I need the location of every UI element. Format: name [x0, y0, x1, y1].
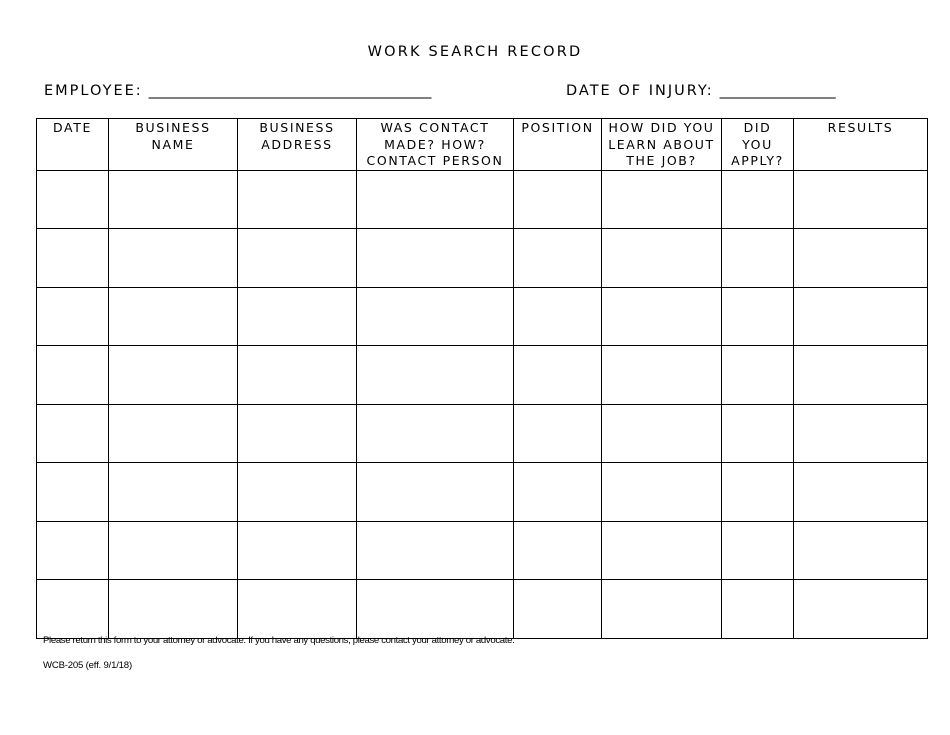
table-cell-contact[interactable]	[357, 580, 514, 639]
column-header-did-apply: DID YOU APPLY?	[722, 119, 794, 171]
table-cell-did-apply[interactable]	[722, 521, 794, 580]
table-cell-business-name[interactable]	[109, 521, 238, 580]
table-cell-how-learned[interactable]	[602, 463, 722, 522]
table-cell-date[interactable]	[37, 229, 109, 288]
column-header-business-name: BUSINESS NAME	[109, 119, 238, 171]
footnote: Please return this form to your attorney or advocate. If you have any questions, please contact your attorney or advocate.	[43, 635, 515, 646]
column-header-contact: WAS CONTACT MADE? HOW? CONTACT PERSON	[357, 119, 514, 171]
table-cell-business-name[interactable]	[109, 463, 238, 522]
table-cell-results[interactable]	[794, 346, 928, 405]
table-cell-how-learned[interactable]	[602, 229, 722, 288]
table-cell-how-learned[interactable]	[602, 521, 722, 580]
table-cell-contact[interactable]	[357, 170, 514, 229]
employee-blank-line[interactable]: _______________________________________	[148, 83, 432, 99]
table-cell-how-learned[interactable]	[602, 287, 722, 346]
form-id: WCB-205 (eff. 9/1/18)	[43, 660, 132, 671]
table-cell-business-address[interactable]	[238, 580, 357, 639]
table-cell-results[interactable]	[794, 404, 928, 463]
table-cell-did-apply[interactable]	[722, 170, 794, 229]
table-cell-date[interactable]	[37, 170, 109, 229]
table-cell-did-apply[interactable]	[722, 463, 794, 522]
table-cell-did-apply[interactable]	[722, 404, 794, 463]
table-cell-business-address[interactable]	[238, 229, 357, 288]
table-cell-position[interactable]	[514, 463, 602, 522]
table-cell-business-name[interactable]	[109, 287, 238, 346]
table-cell-business-name[interactable]	[109, 404, 238, 463]
table-cell-date[interactable]	[37, 287, 109, 346]
table-cell-date[interactable]	[37, 580, 109, 639]
employee-field	[44, 82, 431, 100]
table-cell-business-name[interactable]	[109, 229, 238, 288]
table-cell-how-learned[interactable]	[602, 170, 722, 229]
table-cell-results[interactable]	[794, 580, 928, 639]
table-cell-business-address[interactable]	[238, 170, 357, 229]
column-header-results: RESULTS	[794, 119, 928, 171]
table-row	[37, 404, 928, 463]
table-row	[37, 580, 928, 639]
table-cell-position[interactable]	[514, 170, 602, 229]
table-cell-results[interactable]	[794, 521, 928, 580]
column-header-position: POSITION	[514, 119, 602, 171]
table-cell-business-address[interactable]	[238, 287, 357, 346]
form-title: WORK SEARCH RECORD	[367, 44, 583, 60]
table-row	[37, 287, 928, 346]
table-row	[37, 229, 928, 288]
table-cell-how-learned[interactable]	[602, 346, 722, 405]
table-cell-position[interactable]	[514, 229, 602, 288]
date-of-injury-label: DATE OF INJURY:	[566, 83, 714, 99]
table-cell-date[interactable]	[37, 346, 109, 405]
table-cell-business-name[interactable]	[109, 580, 238, 639]
table-cell-did-apply[interactable]	[722, 229, 794, 288]
table-cell-contact[interactable]	[357, 346, 514, 405]
table-row	[37, 521, 928, 580]
table-body	[37, 170, 928, 638]
table-cell-business-address[interactable]	[238, 463, 357, 522]
table-cell-business-address[interactable]	[238, 346, 357, 405]
table-row	[37, 463, 928, 522]
table-cell-date[interactable]	[37, 521, 109, 580]
table-cell-results[interactable]	[794, 463, 928, 522]
table-cell-date[interactable]	[37, 404, 109, 463]
date-of-injury-blank-line[interactable]: ________________	[719, 83, 836, 99]
table-cell-how-learned[interactable]	[602, 580, 722, 639]
column-header-date: DATE	[37, 119, 109, 171]
table-cell-contact[interactable]	[357, 229, 514, 288]
table-cell-position[interactable]	[514, 521, 602, 580]
table-row	[37, 346, 928, 405]
table-cell-did-apply[interactable]	[722, 287, 794, 346]
table-cell-how-learned[interactable]	[602, 404, 722, 463]
table-cell-business-address[interactable]	[238, 404, 357, 463]
column-header-how-learned: HOW DID YOU LEARN ABOUT THE JOB?	[602, 119, 722, 171]
employee-label: EMPLOYEE:	[44, 83, 143, 99]
table-cell-contact[interactable]	[357, 521, 514, 580]
table-cell-contact[interactable]	[357, 463, 514, 522]
column-header-business-address: BUSINESS ADDRESS	[238, 119, 357, 171]
table-cell-position[interactable]	[514, 404, 602, 463]
table-cell-contact[interactable]	[357, 287, 514, 346]
table-cell-date[interactable]	[37, 463, 109, 522]
table-cell-position[interactable]	[514, 287, 602, 346]
table-header-row	[37, 119, 928, 171]
table-cell-position[interactable]	[514, 346, 602, 405]
table-cell-results[interactable]	[794, 229, 928, 288]
table-cell-business-address[interactable]	[238, 521, 357, 580]
date-of-injury-field	[566, 82, 836, 100]
table-cell-position[interactable]	[514, 580, 602, 639]
table-cell-results[interactable]	[794, 170, 928, 229]
table-cell-business-name[interactable]	[109, 346, 238, 405]
table-cell-business-name[interactable]	[109, 170, 238, 229]
work-search-table	[36, 118, 928, 639]
table-row	[37, 170, 928, 229]
table-cell-did-apply[interactable]	[722, 580, 794, 639]
table-cell-results[interactable]	[794, 287, 928, 346]
table-cell-did-apply[interactable]	[722, 346, 794, 405]
table-cell-contact[interactable]	[357, 404, 514, 463]
